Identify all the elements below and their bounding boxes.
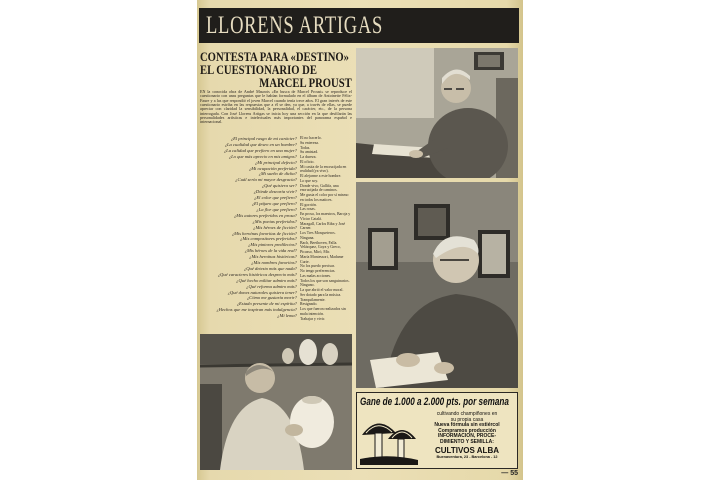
intro-paragraph: EN la conocida obra de André Maurois «En busca de Marcel Proust» se reproduce el cuestionario con unas preguntas que le habían formulado en el álbum de Antoinette Félix-Faure y a las que respondió el joven Marcel cuando tenía trece años. El gran interés de este cuestionario estriba en las respuestas que a él se den, ya que, a través de ellas, se puede apreciar con claridad la sensibilidad, la personalidad, el carácter, etc., de la persona interrogada. Con José Llorens Artigas se inicia hoy una sección en la que desfilarán las personalidades artísticas e intelectuales más importantes del panorama español e internacional. [200, 89, 352, 125]
questions-column [200, 136, 297, 319]
question-item: ¿Qué quisiera ser? [261, 183, 297, 189]
answer-item: No tengo preferencias. [300, 269, 336, 273]
answer-item: Trabajar y vivir. [300, 316, 326, 321]
answer-item: Los que fueron realizados sin mala intención. [300, 307, 346, 316]
ad-line: su propia casa [450, 416, 484, 423]
ad-line: Compramos producción [438, 427, 496, 434]
ad-line: Nueva fórmula sin estiércol [434, 422, 500, 429]
question-item: ¿Mis pintores predilectos? [248, 242, 297, 248]
answer-item: Donde vivo, Gallifa, una encrucijada de caminos. [300, 183, 339, 193]
question-item: ¿Qué reforma admiro más? [246, 283, 297, 289]
answer-item: Todas. [300, 145, 311, 150]
question-item: ¿Cómo me gustaría morir? [246, 295, 297, 301]
masthead-title: LLORENS ARTIGAS [206, 12, 384, 39]
ad-brand: CULTIVOS ALBA [435, 445, 499, 455]
answers-column [300, 136, 352, 321]
answer-item: Ser dotado para la música. [300, 292, 342, 297]
mushroom-advertisement [356, 392, 518, 469]
answer-item: El alejarme a este hombre. [300, 174, 342, 178]
question-item: ¿Mis compositores preferidos? [240, 236, 297, 242]
answer-item: Bach, Beethoven, Falla. [300, 240, 338, 245]
question-item: ¿Mis nombres favoritos? [251, 260, 297, 266]
answer-item: Ninguna. [300, 235, 315, 240]
photo-artigas-writing [356, 182, 518, 388]
answer-item: Me gusta el color por sí mismo en todos los matices. [300, 193, 349, 202]
question-item: ¿Mis héroes de ficción? [253, 224, 297, 230]
question-item: ¿Cuál sería mi mayor desgracia? [235, 177, 297, 183]
question-item: ¿Mi ocupación preferida? [248, 165, 297, 171]
question-item: ¿Qué caracteres históricos desprecio más? [217, 271, 297, 277]
answer-item: Lo que soy. [300, 178, 319, 183]
question-item: ¿La calidad que prefiero en una mujer? [223, 147, 297, 153]
question-item: ¿Mis poetas preferidos? [252, 218, 297, 224]
question-item: ¿Mis heroínas favoritas de ficción? [231, 230, 297, 236]
ad-line: cultivando champiñones en [436, 411, 498, 417]
answer-item: Resignado. [300, 302, 318, 307]
headline-line-1: CONTESTA PARA «DESTINO» [200, 50, 349, 64]
answer-item: Las malas acciones. [300, 273, 332, 278]
question-item: ¿Lo que más aprecio en mis amigos? [228, 153, 297, 159]
question-item: ¿Mis heroínas históricas? [249, 254, 297, 260]
ad-body [419, 412, 515, 460]
answer-item: La que abrió el valor moral. [300, 288, 344, 292]
answer-item: Tranquilamente. [300, 297, 326, 302]
headline-line-2: EL CUESTIONARIO DE [200, 63, 317, 77]
answer-item: Los Tres Mosqueteros. [300, 231, 336, 235]
question-item: ¿La flor que prefiero? [256, 206, 297, 212]
answer-item: Su entereza. [300, 140, 320, 145]
answer-item: En prosa, los maestros, Baroja y Víctor Catalá. [300, 212, 351, 221]
ad-line: INFORMACION, PROCE- [437, 433, 497, 440]
headline-line-3: MARCEL PROUST [259, 76, 352, 90]
ad-line: DIMIENTO Y SEMILLA: [440, 438, 494, 445]
question-item: ¿El principal rasgo de mi carácter? [230, 136, 297, 141]
question-item: ¿Estado presente de mi espíritu? [236, 301, 297, 307]
question-item: ¿Mi principal defecto? [254, 159, 297, 165]
question-item: ¿Qué detesto más que nada? [243, 265, 297, 271]
answer-item: Su amistad. [300, 150, 319, 155]
answer-item: Velázquez, Goya y Greco, Picasso, Miró, Mir. [300, 245, 341, 254]
question-item: ¿La cualidad que deseo en un hombre? [224, 141, 297, 147]
photo-artigas-ceramics [200, 334, 352, 470]
answer-item: Ninguno. [300, 283, 315, 288]
question-item: ¿El pájaro que prefiero? [251, 200, 297, 206]
question-item: ¿Mi lema? [277, 313, 297, 319]
answer-item: Mi casita de la encrucijada en realidad (ya vivo). [300, 164, 347, 174]
answer-item: María Montessori, Madame Curie. [300, 254, 344, 264]
masthead-banner [199, 8, 519, 43]
answer-item: El gorrión. [300, 202, 317, 207]
question-item: ¿Mis héroes de la vida real? [244, 248, 297, 254]
answer-item: El oficio. [300, 159, 315, 164]
question-item: ¿Qué hecho militar admiro más? [236, 277, 297, 283]
answer-item: Maragall, Carlos Riba y José Carner. [300, 221, 346, 231]
photo-artigas-at-desk [356, 48, 518, 178]
answer-item: Las rosas. [300, 207, 316, 212]
answer-item: No los puedo precisar. [300, 264, 335, 269]
answer-item: El no hacerlo. [300, 136, 322, 140]
page-number: — 55 [501, 470, 518, 477]
ad-address: Buenaventura, 23 - Barcelona - 12 [436, 454, 498, 459]
answer-item: Todos los que son sanguinarios. [300, 278, 350, 283]
mushroom-illustration [360, 413, 418, 465]
question-item: ¿Dónde desearía vivir? [253, 189, 297, 195]
question-item: ¿Qué dones naturales quisiera tener? [227, 289, 297, 295]
question-item: ¿Mi sueño de dicha? [258, 171, 297, 177]
question-item: ¿Hechos que me inspiran más indulgencia? [216, 307, 297, 313]
answer-item: La dureza. [300, 155, 317, 159]
question-item: ¿Mis autores preferidos en prosa? [233, 212, 297, 218]
question-item: ¿El color que prefiero? [254, 195, 297, 201]
ad-headline: Gane de 1.000 a 2.000 pts. por semana [360, 396, 509, 408]
